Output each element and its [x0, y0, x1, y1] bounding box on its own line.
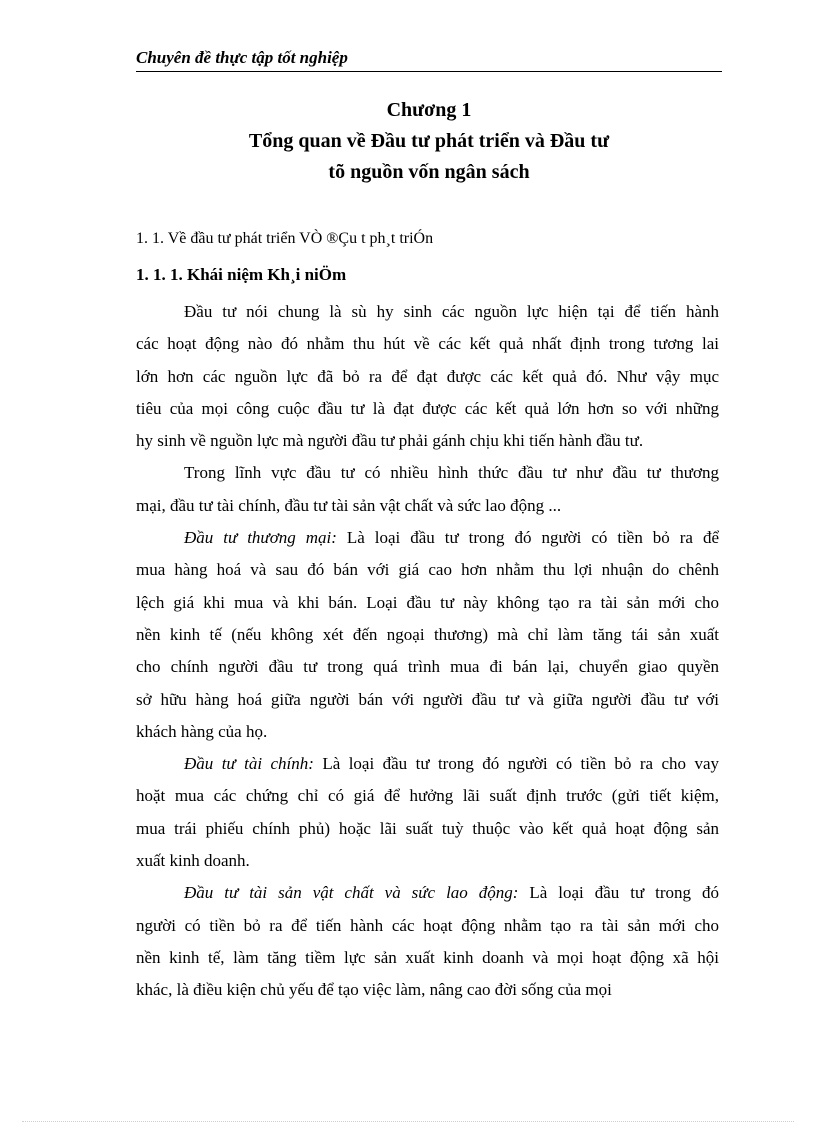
paragraph-line: mua hàng hoá và sau đó bán với giá cao hơn nhằm thu lợi nhuận do chênh [136, 560, 719, 580]
paragraph-line: nền kinh tế (nếu không xét đến ngoại thương) mà chỉ làm tăng tái sản xuất [136, 624, 719, 644]
paragraph-line: lớn hơn các nguồn lực đã bỏ ra để đạt được các kết quả đó. Như vậy mục [136, 366, 719, 386]
paragraph-line: nền kinh tế, làm tăng tiềm lực sản xuất kinh doanh và mọi hoạt động xã hội [136, 947, 719, 967]
term-financial-investment: Đầu tư tài chính: [184, 754, 314, 774]
paragraph-line: khác, là điều kiện chủ yếu để tạo việc làm, nâng cao đời sống của mọi [136, 980, 612, 1000]
chapter-title-line-1: Tổng quan về Đầu tư phát triển và Đầu tư [248, 130, 610, 152]
paragraph-line: hoặt mua các chứng chỉ có giá để hưởng lãi suất định trước (gửi tiết kiệm, [136, 786, 719, 806]
paragraph-line: sở hữu hàng hoá giữa người bán với người đầu tư và giữa người đầu tư với [136, 689, 719, 709]
paragraph-line: Trong lĩnh vực đầu tư có nhiều hình thức đầu tư như đầu tư thương [184, 463, 719, 483]
paragraph-line-text: Là loại đầu tư trong đó người có tiền bỏ ra để [346, 528, 719, 548]
term-physical-investment: Đầu tư tài sản vật chất và sức lao động: [184, 883, 519, 903]
paragraph-line [136, 877, 719, 909]
paragraph-line [136, 522, 719, 554]
paragraph-line: hy sinh về nguồn lực mà người đầu tư phải gánh chịu khi tiến hành đầu tư. [136, 431, 644, 451]
section-heading: 1. 1. Về đầu tư phát triển VÒ ®Çu t ph¸t triÓn [136, 230, 434, 247]
subsection-heading: 1. 1. 1. Khái niệm Kh¸i niÖm [136, 265, 347, 284]
paragraph-line: mại, đầu tư tài chính, đầu tư tài sản vật chất và sức lao động ... [136, 495, 562, 515]
paragraph-line: các hoạt động nào đó nhằm thu hút về các kết quả nhất định trong tương lai [136, 334, 719, 354]
paragraph-line-text: Là loại đầu tư trong đó [529, 883, 719, 903]
page-header: Chuyên đề thực tập tốt nghiệp [136, 47, 722, 72]
paragraph-line: mua trái phiếu chính phủ) hoặc lãi suất tuỳ thuộc vào kết quả hoạt động sản [136, 818, 719, 838]
paragraph-line: tiêu của mọi công cuộc đầu tư là đạt được các kết quả lớn hơn so với những [136, 398, 719, 418]
body-text [136, 296, 719, 1007]
chapter-title-line-2: tõ nguồn vốn ngân sách [328, 161, 530, 183]
paragraph-line: Đầu tư nói chung là sù hy sinh các nguồn lực hiện tại để tiến hành [184, 302, 719, 321]
chapter-title-block [136, 95, 722, 188]
paragraph-line: cho chính người đầu tư trong quá trình mua đi bán lại, chuyển giao quyền [136, 657, 719, 677]
page-bottom-divider [22, 1121, 794, 1122]
paragraph-line-text: Là loại đầu tư trong đó người có tiền bỏ ra cho vay [322, 754, 719, 774]
paragraph-line: người có tiền bỏ ra để tiến hành các hoạt động nhằm tạo ra tài sản mới cho [136, 915, 719, 935]
paragraph-line: lệch giá khi mua và khi bán. Loại đầu tư này không tạo ra tài sản mới cho [136, 592, 719, 612]
term-commercial-investment: Đầu tư thương mại: [184, 528, 337, 548]
paragraph-line: khách hàng của họ. [136, 721, 268, 741]
chapter-number: Chương 1 [386, 99, 472, 121]
paragraph-line: xuất kinh doanh. [136, 851, 250, 871]
paragraph-line [136, 748, 719, 780]
